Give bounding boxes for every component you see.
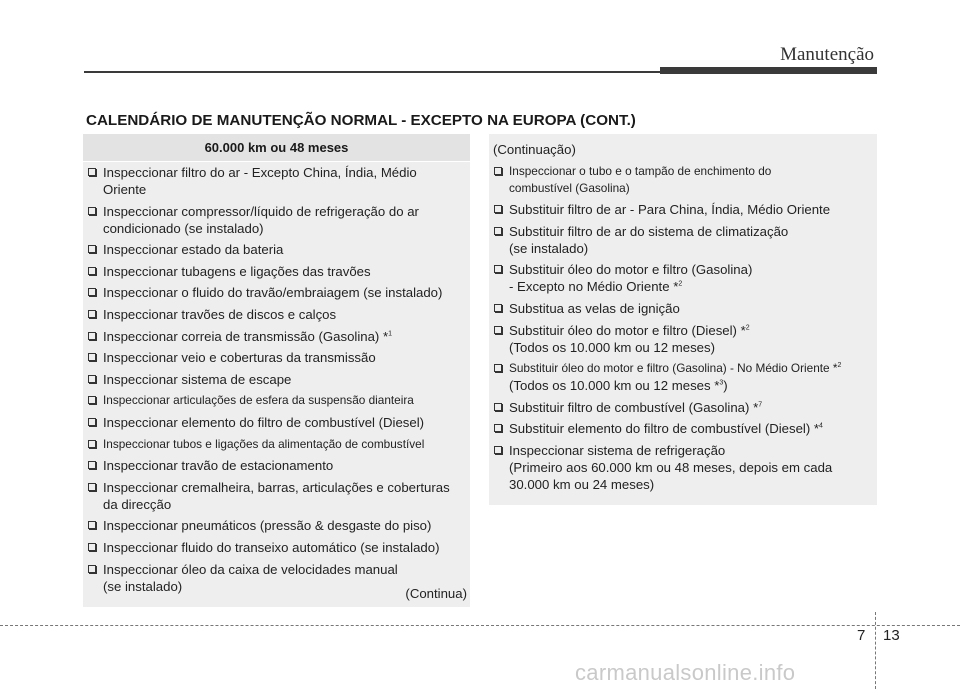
- checkbox-icon: [494, 227, 502, 235]
- checkbox-icon: [494, 265, 502, 273]
- checkbox-icon: [494, 364, 502, 372]
- left-checklist: [83, 162, 470, 595]
- checkbox-icon: [494, 304, 502, 312]
- list-item: Substituir óleo do motor e filtro (Diesel) *$^2$ (Todos os 10.000 km ou 12 meses): [493, 322, 873, 356]
- footer-divider: [875, 612, 876, 689]
- checkbox-icon: [88, 461, 96, 469]
- continuation-label: (Continuação): [493, 142, 576, 157]
- list-item: Inspeccionar o tubo e o tampão de enchimento do combustível (Gasolina): [493, 163, 873, 197]
- list-item: Inspeccionar veio e coberturas da transmissão: [87, 349, 466, 366]
- list-item: Inspeccionar fluido do transeixo automático (se instalado): [87, 539, 466, 556]
- checkbox-icon: [494, 167, 502, 175]
- checkbox-icon: [88, 521, 96, 529]
- checkbox-icon: [88, 565, 96, 573]
- footnote-marker: 3: [719, 379, 724, 387]
- checkbox-icon: [494, 326, 502, 334]
- list-item: Inspeccionar articulações de esfera da suspensão dianteira: [87, 392, 466, 409]
- interval-header: 60.000 km ou 48 meses: [83, 134, 470, 162]
- page-number: 13: [883, 627, 900, 644]
- checkbox-icon: [88, 267, 96, 275]
- header-rule-accent: [660, 67, 877, 74]
- continued-note: (Continua): [405, 586, 467, 601]
- list-item: Inspeccionar pneumáticos (pressão & desgaste do piso): [87, 517, 466, 534]
- footer-rule: [0, 625, 960, 626]
- checkbox-icon: [88, 207, 96, 215]
- chapter-number: 7: [857, 627, 866, 644]
- checkbox-icon: [88, 543, 96, 551]
- checkbox-icon: [88, 168, 96, 176]
- checkbox-icon: [88, 483, 96, 491]
- footnote-marker: 1: [388, 330, 393, 338]
- list-item: Substituir filtro de ar do sistema de climatização (se instalado): [493, 223, 873, 257]
- list-item: Inspeccionar sistema de refrigeração (Primeiro aos 60.000 km ou 48 meses, depois em cada 30.000 km ou 24 meses): [493, 442, 873, 493]
- list-item: Substitua as velas de ignição: [493, 300, 873, 317]
- checkbox-icon: [88, 353, 96, 361]
- watermark: carmanualsonline.info: [575, 660, 796, 685]
- right-checklist: [489, 134, 877, 493]
- section-title: Manutenção: [780, 44, 874, 65]
- checkbox-icon: [88, 375, 96, 383]
- footnote-marker: 2: [678, 280, 683, 288]
- checkbox-icon: [88, 310, 96, 318]
- list-item: Substituir filtro de ar - Para China, Índia, Médio Oriente: [493, 201, 873, 218]
- list-item: Inspeccionar óleo da caixa de velocidades manual (se instalado): [87, 561, 466, 595]
- left-maintenance-panel: [83, 134, 470, 607]
- checkbox-icon: [494, 424, 502, 432]
- list-item: Substituir óleo do motor e filtro (Gasolina) - Excepto no Médio Oriente *$^2$: [493, 261, 873, 295]
- footnote-marker: 7: [758, 401, 763, 409]
- list-item: Inspeccionar travão de estacionamento: [87, 457, 466, 474]
- list-item: Substituir elemento do filtro de combustível (Diesel) *$^4$: [493, 420, 873, 437]
- checkbox-icon: [88, 440, 96, 448]
- checkbox-icon: [494, 446, 502, 454]
- right-maintenance-panel: [489, 134, 877, 505]
- footnote-marker: 4: [819, 422, 823, 430]
- list-item: Inspeccionar tubos e ligações da alimentação de combustível: [87, 436, 466, 453]
- list-item: Substituir óleo do motor e filtro (Gasolina) - No Médio Oriente *$^2$ (Todos os 10.000 km ou 12 meses *$^3$): [493, 360, 873, 394]
- checkbox-icon: [88, 418, 96, 426]
- list-item: Inspeccionar o fluido do travão/embraiagem (se instalado): [87, 284, 466, 301]
- list-item: Inspeccionar cremalheira, barras, articulações e coberturas da direcção: [87, 479, 466, 513]
- checkbox-icon: [88, 332, 96, 340]
- checkbox-icon: [494, 403, 502, 411]
- list-item: Inspeccionar travões de discos e calços: [87, 306, 466, 323]
- list-item: Inspeccionar sistema de escape: [87, 371, 466, 388]
- list-item: Inspeccionar filtro do ar - Excepto China, Índia, Médio Oriente: [87, 164, 466, 198]
- footnote-marker: 2: [837, 362, 842, 370]
- checkbox-icon: [88, 288, 96, 296]
- list-item: Inspeccionar correia de transmissão (Gasolina) *$^1$: [87, 328, 466, 345]
- list-item: Substituir filtro de combustível (Gasolina) *$^7$: [493, 399, 873, 416]
- checkbox-icon: [494, 205, 502, 213]
- checkbox-icon: [88, 245, 96, 253]
- checkbox-icon: [88, 396, 96, 404]
- list-item: Inspeccionar compressor/líquido de refrigeração do ar condicionado (se instalado): [87, 203, 466, 237]
- list-item: Inspeccionar tubagens e ligações das travões: [87, 263, 466, 280]
- footnote-marker: 2: [745, 324, 750, 332]
- header-rule: [84, 71, 660, 73]
- list-item: Inspeccionar estado da bateria: [87, 241, 466, 258]
- list-item: Inspeccionar elemento do filtro de combustível (Diesel): [87, 414, 466, 431]
- page-heading: CALENDÁRIO DE MANUTENÇÃO NORMAL - EXCEPTO NA EUROPA (CONT.): [86, 112, 636, 129]
